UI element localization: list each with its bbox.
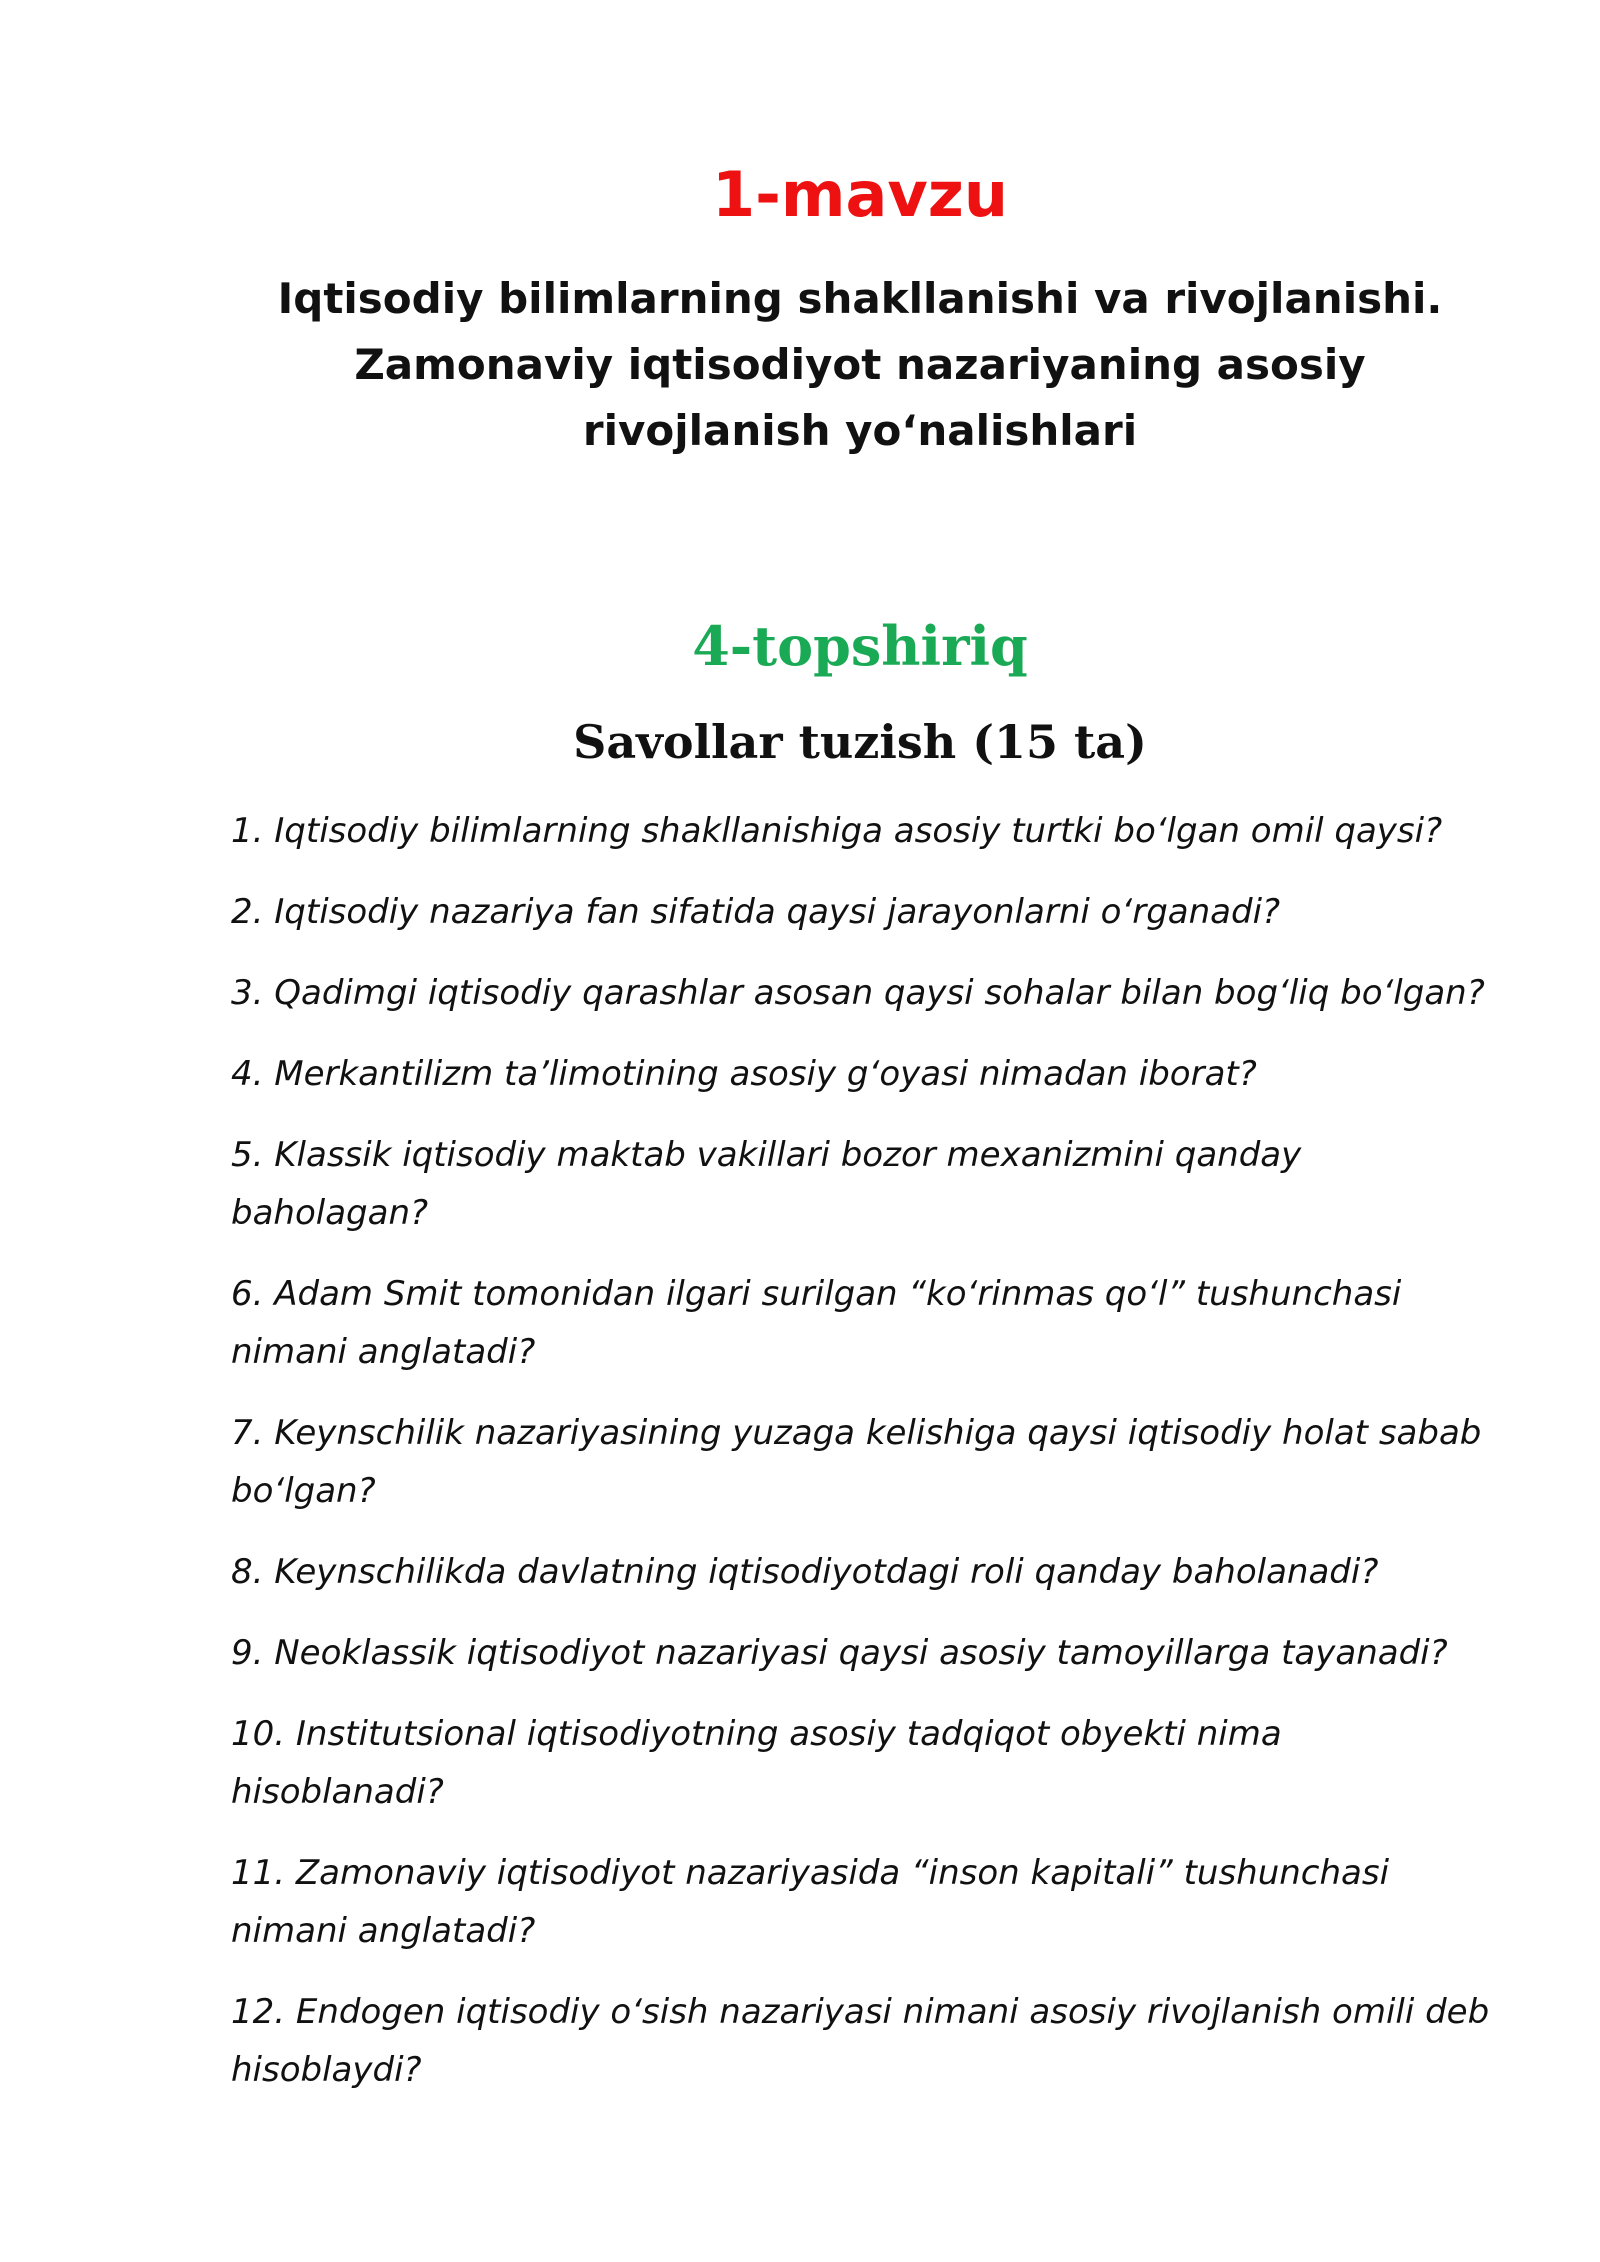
question-item: 3. Qadimgi iqtisodiy qarashlar asosan qaysi sohalar bilan bog‘liq bo‘lgan? [231,973,1485,1013]
question-item: 1. Iqtisodiy bilimlarning shakllanishiga asosiy turtki bo‘lgan omil qaysi? [231,811,1443,851]
question-item: 2. Iqtisodiy nazariya fan sifatida qaysi jarayonlarni o‘rganadi? [231,892,1281,932]
task-subtitle: Savollar tuzish (15 ta) [573,715,1147,769]
task-title: 4-topshiriq [692,614,1028,678]
question-item: 5. Klassik iqtisodiy maktab vakillari bozor mexanizmini qanday baholagan? [231,1135,1302,1233]
topic-title: 1-mavzu [712,158,1008,231]
question-item: 12. Endogen iqtisodiy o‘sish nazariyasi nimani asosiy rivojlanish omili deb hisoblaydi? [231,1992,1490,2090]
question-list [231,802,1491,2122]
question-item: 9. Neoklassik iqtisodiyot nazariyasi qaysi asosiy tamoyillarga tayanadi? [231,1633,1448,1673]
question-item: 4. Merkantilizm ta’limotining asosiy g‘oyasi nimadan iborat? [231,1054,1257,1094]
question-item: 8. Keynschilikda davlatning iqtisodiyotdagi roli qanday baholanadi? [231,1552,1379,1592]
question-item: 6. Adam Smit tomonidan ilgari surilgan “ko‘rinmas qo‘l” tushunchasi nimani anglatadi? [231,1274,1402,1372]
question-item: 7. Keynschilik nazariyasining yuzaga kelishiga qaysi iqtisodiy holat sabab bo‘lgan? [231,1413,1482,1511]
question-item: 11. Zamonaviy iqtisodiyot nazariyasida “inson kapitali” tushunchasi nimani anglatadi? [231,1853,1390,1951]
question-item: 10. Institutsional iqtisodiyotning asosiy tadqiqot obyekti nima hisoblanadi? [231,1714,1282,1812]
topic-subtitle: Iqtisodiy bilimlarning shakllanishi va rivojlanishi. Zamonaviy iqtisodiyot nazariyaning asosiy rivojlanish yo‘nalishlari [277,274,1443,455]
